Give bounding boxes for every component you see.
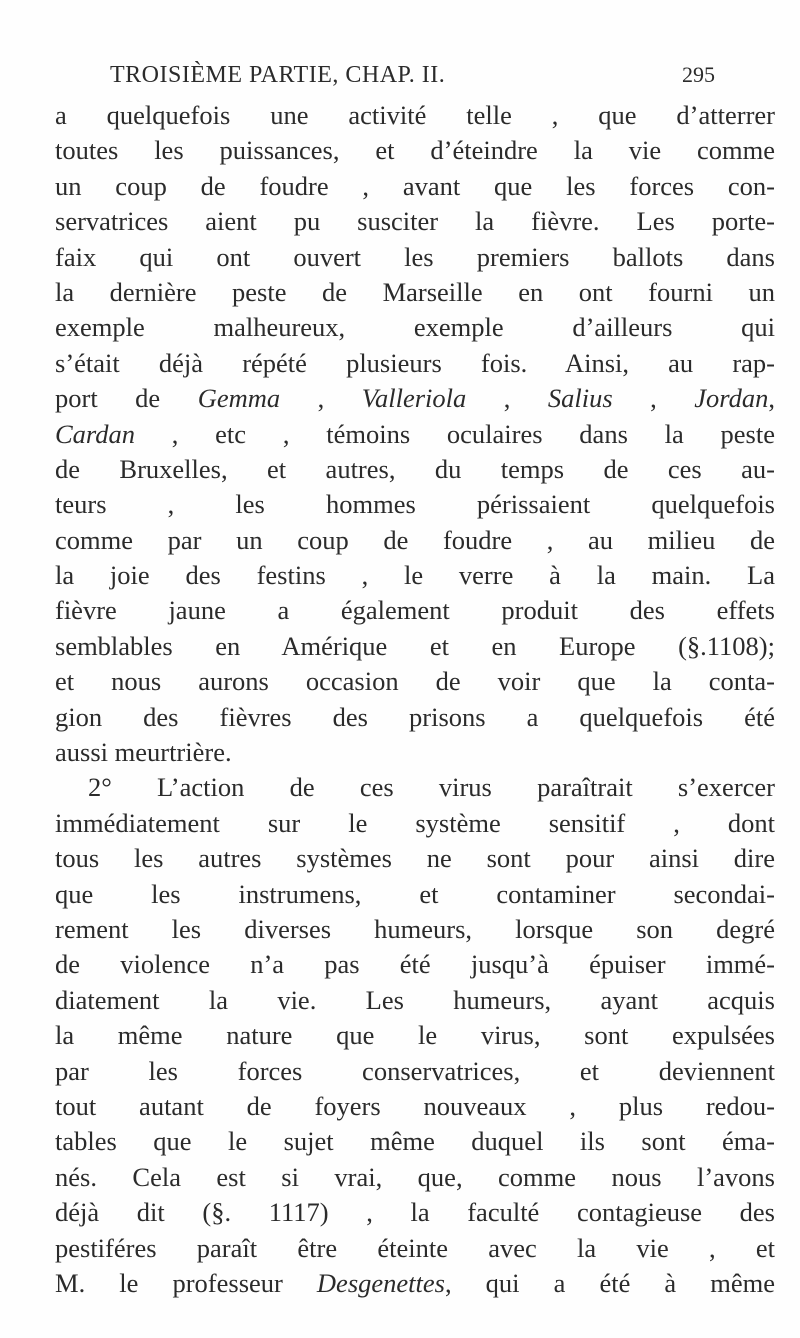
- text-line: teurs , les hommes périssaient quelquefois: [55, 489, 775, 520]
- text-line: servatrices aient pu susciter la fièvre. Les porte-: [55, 206, 775, 237]
- author-name: Jordan: [694, 383, 769, 414]
- author-name: Valleriola: [361, 383, 467, 414]
- body-text: [55, 98, 775, 1301]
- text-line: la même nature que le virus, sont expulsées: [55, 1020, 775, 1051]
- text-line: la joie des festins , le verre à la main. La: [55, 560, 775, 591]
- text-line: la dernière peste de Marseille en ont fourni un: [55, 276, 775, 307]
- text-line: immédiatement sur le système sensitif , dont: [55, 807, 775, 838]
- page-number: 295: [682, 62, 715, 87]
- text-line: que les instrumens, et contaminer secondai-: [55, 878, 775, 909]
- running-head: [0, 62, 800, 102]
- text-line: un coup de foudre , avant que les forces con-: [55, 170, 775, 201]
- text-line: gion des fièvres des prisons a quelquefois été: [55, 701, 775, 732]
- text-line: déjà dit (§. 1117) , la faculté contagieuse des: [55, 1197, 775, 1228]
- text-line: faix qui ont ouvert les premiers ballots dans: [55, 241, 775, 272]
- chapter-heading: TROISIÈME PARTIE, CHAP. II.: [110, 62, 446, 88]
- text-line: tous les autres systèmes ne sont pour ainsi dire: [55, 843, 775, 874]
- text-line: comme par un coup de foudre , au milieu de: [55, 524, 775, 555]
- text-line: rement les diverses humeurs, lorsque son degré: [55, 913, 775, 944]
- text-line: s’était déjà répété plusieurs fois. Ainsi, au rap-: [55, 347, 775, 378]
- text-line: toutes les puissances, et d’éteindre la vie comme: [55, 135, 775, 166]
- text-line: fièvre jaune a également produit des effets: [55, 595, 775, 626]
- text-line: nés. Cela est si vrai, que, comme nous l’avons: [55, 1161, 775, 1192]
- paragraph-start: 2° L’action de ces virus paraîtrait s’exercer: [88, 772, 775, 803]
- text-line-authors: port de Gemma , Valleriola , Salius , Jordan,: [55, 383, 775, 414]
- text-line: et nous aurons occasion de voir que la conta-: [55, 666, 775, 697]
- text-line: pestiféres paraît être éteinte avec la vie , et: [55, 1232, 775, 1263]
- text-line: de violence n’a pas été jusqu’à épuiser immé-: [55, 949, 775, 980]
- text-line: diatement la vie. Les humeurs, ayant acquis: [55, 984, 775, 1015]
- text-line: semblables en Amérique et en Europe (§.1108);: [55, 630, 775, 661]
- author-name: Salius: [547, 383, 613, 414]
- text-line: tables que le sujet même duquel ils sont éma-: [55, 1126, 775, 1157]
- author-name: Gemma: [197, 383, 281, 414]
- text-line: de Bruxelles, et autres, du temps de ces au-: [55, 453, 775, 484]
- text-line-author: M. le professeur Desgenettes, qui a été à même: [55, 1267, 775, 1298]
- text-line: tout autant de foyers nouveaux , plus redou-: [55, 1090, 775, 1121]
- text-line: a quelquefois une activité telle , que d’atterrer: [55, 100, 775, 130]
- text-line: par les forces conservatrices, et deviennent: [55, 1055, 775, 1086]
- text-line-authors: Cardan , etc , témoins oculaires dans la peste: [55, 418, 775, 449]
- text-line: aussi meurtrière.: [55, 737, 232, 768]
- text-line: exemple malheureux, exemple d’ailleurs qui: [55, 312, 775, 343]
- author-name: Desgenettes: [316, 1267, 445, 1298]
- author-name: Cardan: [55, 418, 136, 449]
